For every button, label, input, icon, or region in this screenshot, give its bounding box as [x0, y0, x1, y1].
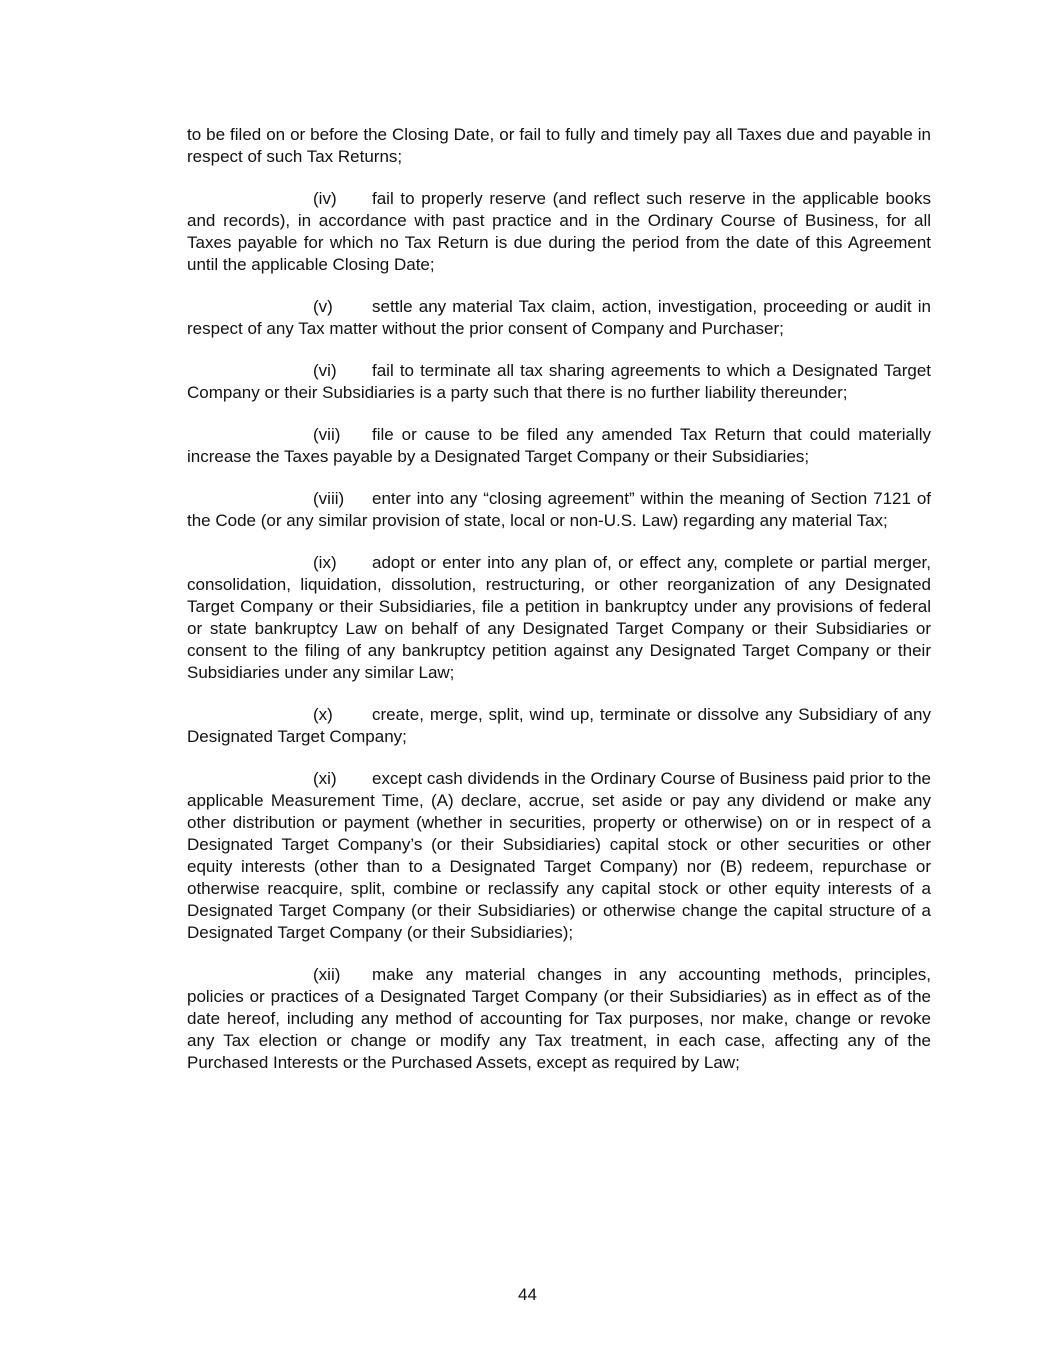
document-body — [187, 124, 931, 1094]
clause-text: make any material changes in any accounting methods, principles, policies or practices of a Designated Target Company (or their Subsidiaries) as in effect as of the date hereof, including any method of accounting for Tax purposes, nor make, change or revoke any Tax election or change or modify any Tax treatment, in each case, affecting any of the Purchased Interests or the Purchased Assets, except as required by Law; — [187, 965, 931, 1072]
clause-ix — [187, 552, 931, 684]
opening-paragraph: to be filed on or before the Closing Date, or fail to fully and timely pay all Taxes due and payable in respect of such Tax Returns; — [187, 125, 931, 166]
clause-number: (xii) — [313, 965, 341, 984]
clause-vii — [187, 424, 931, 468]
clause-xi — [187, 768, 931, 944]
clause-number: (v) — [313, 297, 333, 316]
page-number: 44 — [518, 1285, 537, 1304]
clause-xii — [187, 964, 931, 1074]
clause-text: fail to properly reserve (and reflect such reserve in the applicable books and records), in accordance with past practice and in the Ordinary Course of Business, for all Taxes payable for which no Tax Return is due during the period from the date of this Agreement until the applicable Closing Date; — [187, 189, 931, 274]
clause-text: settle any material Tax claim, action, investigation, proceeding or audit in respect of any Tax matter without the prior consent of Company and Purchaser; — [187, 297, 931, 338]
clause-vi — [187, 360, 931, 404]
clause-text: except cash dividends in the Ordinary Course of Business paid prior to the applicable Measurement Time, (A) declare, accrue, set aside or pay any dividend or make any other distribution or payment (whether in securities, property or otherwise) on or in respect of a Designated Target Company’s (or their Subsidiaries) capital stock or other securities or other equity interests (other than to a Designated Target Company) nor (B) redeem, repurchase or otherwise reacquire, split, combine or reclassify any capital stock or other equity interests of a Designated Target Company (or their Subsidiaries) or otherwise change the capital structure of a Designated Target Company (or their Subsidiaries); — [187, 769, 931, 942]
clause-text: file or cause to be filed any amended Tax Return that could materially increase the Taxes payable by a Designated Target Company or their Subsidiaries; — [187, 425, 931, 466]
clause-number: (vii) — [313, 425, 341, 444]
clause-text: fail to terminate all tax sharing agreements to which a Designated Target Company or their Subsidiaries is a party such that there is no further liability thereunder; — [187, 361, 931, 402]
clause-number: (viii) — [313, 489, 345, 508]
clause-number: (x) — [313, 705, 333, 724]
clause-text: create, merge, split, wind up, terminate or dissolve any Subsidiary of any Designated Target Company; — [187, 705, 931, 746]
clause-number: (vi) — [313, 361, 337, 380]
clause-viii — [187, 488, 931, 532]
clause-text: enter into any “closing agreement” within the meaning of Section 7121 of the Code (or any similar provision of state, local or non-U.S. Law) regarding any material Tax; — [187, 489, 931, 530]
clause-x — [187, 704, 931, 748]
clause-number: (xi) — [313, 769, 337, 788]
clause-iv — [187, 188, 931, 276]
clause-number: (iv) — [313, 189, 337, 208]
clause-text: adopt or enter into any plan of, or effect any, complete or partial merger, consolidation, liquidation, dissolution, restructuring, or other reorganization of any Designated Target Company or their Subsidiaries, file a petition in bankruptcy under any provisions of federal or state bankruptcy Law on behalf of any Designated Target Company or their Subsidiaries or consent to the filing of any bankruptcy petition against any Designated Target Company or their Subsidiaries under any similar Law; — [187, 553, 931, 682]
clause-v — [187, 296, 931, 340]
clause-number: (ix) — [313, 553, 337, 572]
